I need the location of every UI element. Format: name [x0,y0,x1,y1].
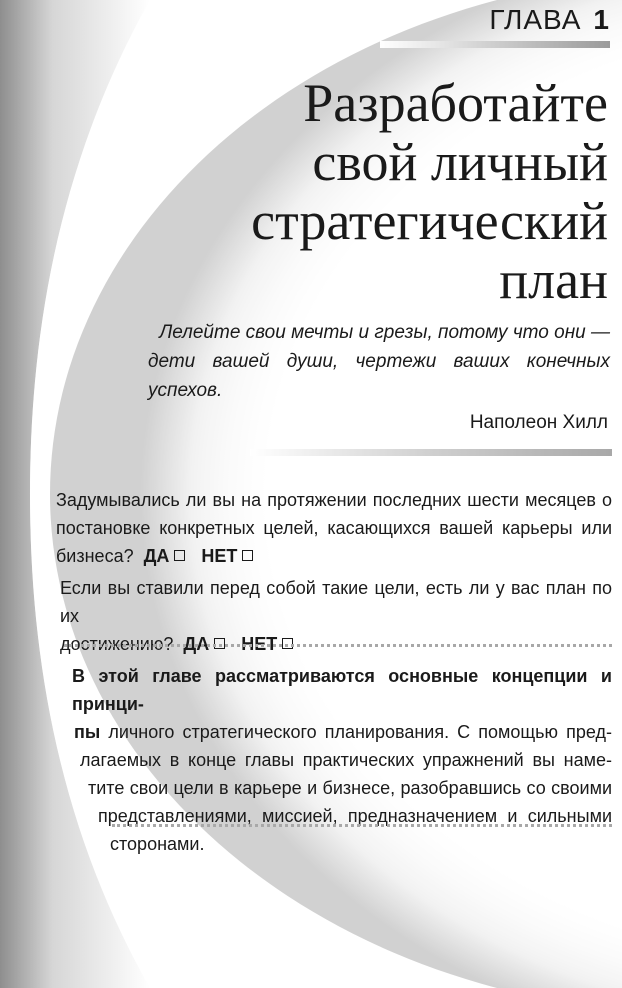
question-1 [56,486,612,570]
dotted-divider-top [64,644,612,647]
section-separator [250,449,612,456]
chapter-word: ГЛАВА [489,4,582,35]
question-line: Если вы ставили перед собой такие цели, есть ли у вас план по их [60,578,612,626]
summary-line: лагаемых в конце главы практических упражнений вы наме- [80,750,612,770]
title-line: свой личный [312,132,608,192]
epigraph-line: Лелейте свои мечты и грезы, потому что они — [159,322,610,343]
title-line: план [499,250,608,310]
no-checkbox[interactable] [242,550,253,561]
summary-bold-text: В этой главе рассматриваются основные концепции и принци- [72,666,612,714]
no-label: НЕТ [241,634,278,654]
question-line: постановке конкретных целей, касающихся вашей карьеры или [56,518,612,538]
chapter-title [188,74,608,310]
summary-line: тите свои цели в карьере и бизнесе, разобравшись со своими [88,778,612,798]
dotted-divider-bottom [112,824,612,827]
question-line-text: достижению? [60,634,174,654]
epigraph-line: дети вашей души, чертежи ваших конечных [148,351,610,372]
summary-line [74,718,612,746]
no-label: НЕТ [201,546,238,566]
chapter-summary [72,662,612,858]
title-line: Разработайте [303,73,608,133]
yes-label: ДА [143,546,170,566]
question-line: Задумывались ли вы на протяжении последних шести месяцев о [56,490,612,510]
yes-checkbox[interactable] [174,550,185,561]
yes-label: ДА [183,634,210,654]
answer-options [144,546,254,566]
question-last-line [56,542,612,570]
summary-line: представлениями, миссией, предназначением и сильными [98,806,612,826]
question-line-text: бизнеса? [56,546,134,566]
summary-line [72,662,612,718]
title-line: стратегический [251,191,608,251]
epigraph-quote [148,318,610,405]
epigraph-line: успехов. [148,380,223,401]
summary-bold-text: пы [74,722,101,742]
epigraph-author: Наполеон Хилл [469,412,608,433]
summary-text: личного стратегического планирования. С помощью пред- [100,722,612,742]
summary-line: сторонами. [110,834,205,854]
header-rule [380,41,610,48]
chapter-label [489,4,610,36]
chapter-number: 1 [593,4,610,35]
